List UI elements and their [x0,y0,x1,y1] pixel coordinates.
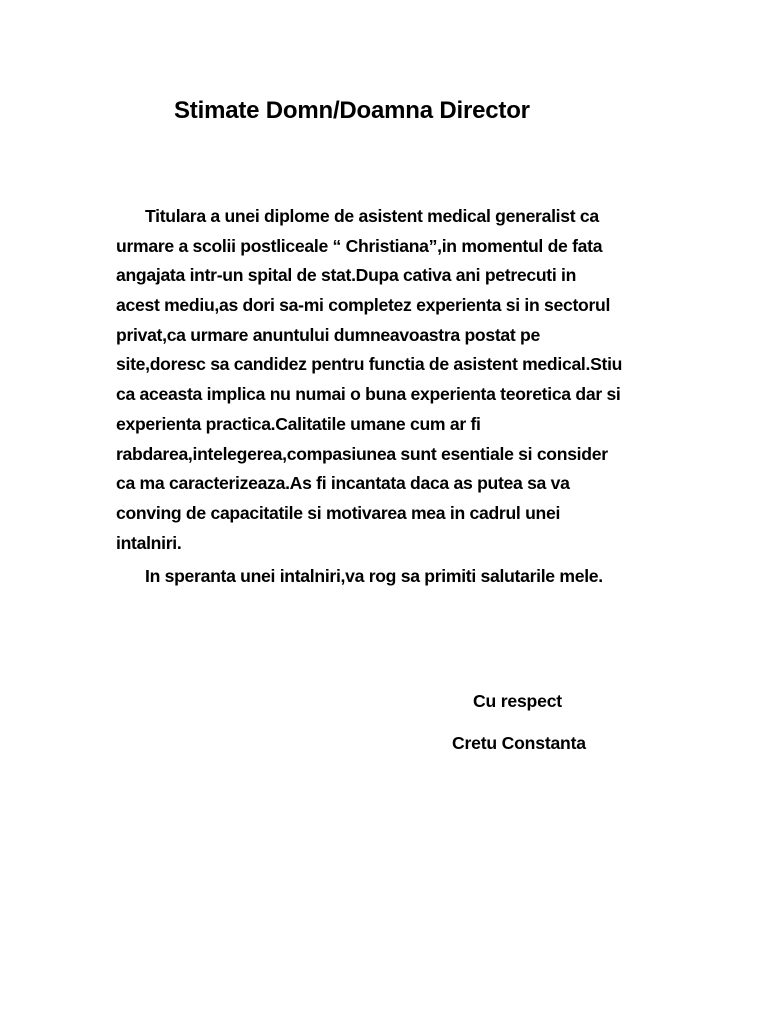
paragraph-line: acest mediu,as dori sa-mi completez experienta si in sectorul [116,295,611,316]
paragraph-line: urmare a scolii postliceale “ Christiana”,in momentul de fata [116,235,603,256]
paragraph-line: angajata intr-un spital de stat.Dupa cativa ani petrecuti in [116,265,577,286]
paragraph-line: intalniri. [116,532,182,553]
letter-sign-off: Cu respect [473,691,562,711]
paragraph-line: ca ma caracterizeaza.As fi incantata daca as putea sa va [116,473,570,494]
letter-salutation: Stimate Domn/Doamna Director [174,97,530,124]
paragraph-line: conving de capacitatile si motivarea mea in cadrul unei [116,502,561,523]
paragraph-line: ca aceasta implica nu numai o buna experienta teoretica dar si [116,384,621,405]
paragraph-line: privat,ca urmare anuntului dumneavoastra postat pe [116,324,540,345]
paragraph-line: site,doresc sa candidez pentru functia de asistent medical.Stiu [116,354,623,375]
paragraph-line: experienta practica.Calitatile umane cum ar fi [116,413,481,434]
paragraph-line: rabdarea,intelegerea,compasiunea sunt esentiale si consider [116,443,608,464]
letter-closing-line: In speranta unei intalniri,va rog sa primiti salutarile mele. [145,566,603,586]
paragraph-line: Titulara a unei diplome de asistent medical generalist ca [145,206,599,226]
letter-signature-name: Cretu Constanta [452,733,586,753]
letter-body-paragraph [116,202,676,558]
